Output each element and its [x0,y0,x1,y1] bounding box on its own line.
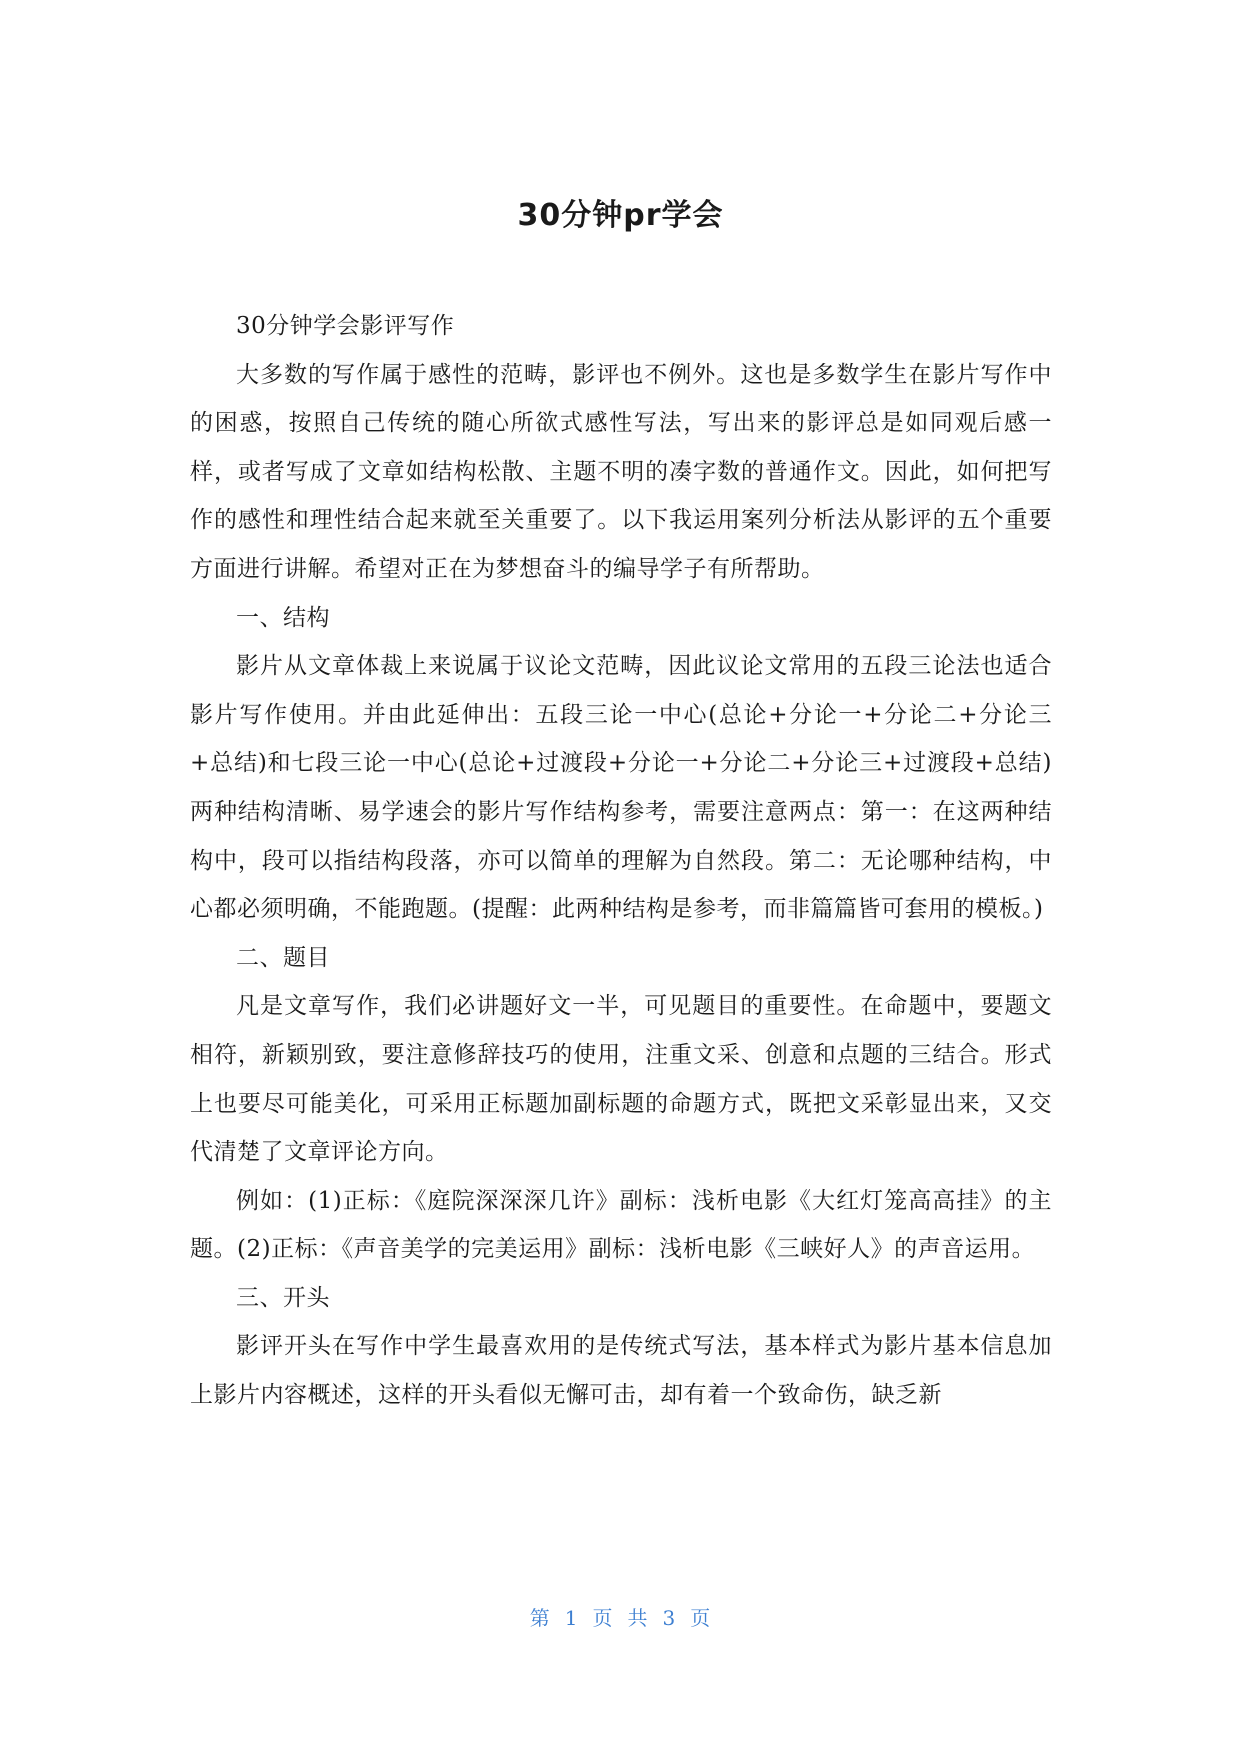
paragraph-structure: 影片从文章体裁上来说属于议论文范畴，因此议论文常用的五段三论法也适合影片写作使用。并由此延伸出：五段三论一中心(总论+分论一+分论二+分论三+总结)和七段三论一中心(总论+过渡段+分论一+分论二+分论三+过渡段+总结)两种结构清晰、易学速会的影片写作结构参考，需要注意两点：第一：在这两种结构中，段可以指结构段落，亦可以简单的理解为自然段。第二：无论哪种结构，中心都必须明确，不能跑题。(提醒：此两种结构是参考，而非篇篇皆可套用的模板。) [190,653,1052,923]
document-title: 30分钟pr学会 [517,198,724,233]
footer-total-label: 共 [627,1606,649,1630]
footer-page-suffix: 页 [592,1606,614,1630]
paragraph-title: 凡是文章写作，我们必讲题好文一半，可见题目的重要性。在命题中，要题文相符，新颖别致，要注意修辞技巧的使用，注重文采、创意和点题的三结合。形式上也要尽可能美化，可采用正标题加副标题的命题方式，既把文采彰显出来，又交代清楚了文章评论方向。 [190,993,1052,1166]
document-body [190,302,1052,1420]
footer-total-suffix: 页 [690,1606,712,1630]
footer-page-number: 1 [564,1606,579,1630]
paragraph-subtitle: 30分钟学会影评写作 [236,313,455,339]
footer-total-pages: 3 [662,1606,677,1630]
section-heading-title: 二、题目 [236,944,330,971]
section-heading-opening: 三、开头 [236,1284,330,1311]
section-heading-structure: 一、结构 [236,604,330,631]
footer-page-label: 第 [529,1606,551,1630]
paragraph-intro: 大多数的写作属于感性的范畴，影评也不例外。这也是多数学生在影片写作中的困惑，按照自己传统的随心所欲式感性写法，写出来的影评总是如同观后感一样，或者写成了文章如结构松散、主题不明的凑字数的普通作文。因此，如何把写作的感性和理性结合起来就至关重要了。以下我运用案列分析法从影评的五个重要方面进行讲解。希望对正在为梦想奋斗的编导学子有所帮助。 [190,361,1052,582]
paragraph-examples: 例如：(1)正标：《庭院深深深几许》副标：浅析电影《大红灯笼高高挂》的主题。(2)正标：《声音美学的完美运用》副标：浅析电影《三峡好人》的声音运用。 [190,1187,1052,1263]
page-footer [0,1602,1241,1631]
paragraph-opening: 影评开头在写作中学生最喜欢用的是传统式写法，基本样式为影片基本信息加上影片内容概述，这样的开头看似无懈可击，却有着一个致命伤，缺乏新 [190,1333,1052,1409]
